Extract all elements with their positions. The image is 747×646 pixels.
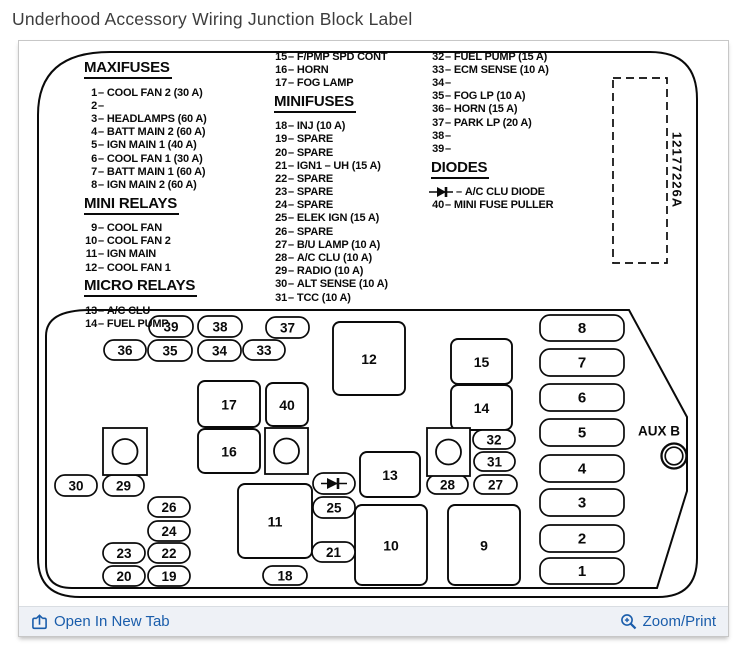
fuse-slot-7 [540,349,624,376]
legend-item-30: 30 – ALT SENSE (10 A) [275,278,388,291]
svg-text:19: 19 [161,569,177,584]
legend-column-1 [82,56,272,331]
legend-item-23: 23 – SPARE [275,186,334,199]
legend-item-29: 29 – RADIO (10 A) [275,265,364,278]
svg-text:1: 1 [577,563,587,580]
fuse-slot-35 [148,340,192,361]
legend-item-12: 12 – COOL FAN 1 [85,261,171,274]
fuse-slot-13 [360,452,420,497]
fuse-slot-32 [473,430,515,449]
fuse-slot-12 [333,322,405,395]
legend-item-diode: – A/C CLU DIODE [429,186,614,199]
legend-item-20: 20 – SPARE [275,146,334,159]
zoom-plus-icon [620,613,637,630]
svg-text:39: 39 [163,319,179,335]
fuse-slot-21 [312,542,355,562]
legend-item-8: 8 – IGN MAIN 2 (60 A) [91,178,197,191]
legend-item-24: 24 – SPARE [275,199,334,212]
zoom-print-link[interactable] [620,613,716,630]
legend-item-10: 10 – COOL FAN 2 [85,235,171,248]
svg-text:12: 12 [361,351,377,367]
diagram-image [19,41,728,606]
legend-item-36: 36 – HORN (15 A) [432,103,518,116]
diagram-panel [18,40,729,637]
legend-item-37: 37 – PARK LP (20 A) [432,116,532,129]
svg-text:8: 8 [577,320,587,337]
svg-text:9: 9 [480,537,488,554]
legend-section-header: MINIFUSES [274,93,432,113]
fuse-slot-37 [266,317,309,338]
legend-item-19: 19 – SPARE [275,133,334,146]
svg-text:11: 11 [267,513,283,530]
fuse-slot-29 [103,475,144,496]
fuse-slot-33 [243,340,285,360]
fuse-slot-2 [540,525,624,552]
legend-item-1: 1 – COOL FAN 2 (30 A) [91,86,203,99]
fuse-slot-10 [355,505,427,585]
open-in-new-tab-icon [31,613,48,630]
open-in-new-tab-label: Open In New Tab [54,613,170,630]
svg-text:15: 15 [473,354,490,370]
legend-column-3 [429,50,614,212]
svg-text:38: 38 [212,319,228,335]
dashed-placeholder-box [613,78,667,263]
legend-item-16: 16 – HORN [275,63,329,76]
svg-text:35: 35 [162,343,178,359]
aux-b-terminal [638,424,687,469]
svg-text:27: 27 [487,477,504,493]
fuse-slot-14 [451,385,512,430]
fuse-slot-26 [148,497,190,517]
svg-text:10: 10 [383,537,399,554]
legend-item-27: 27 – B/U LAMP (10 A) [275,238,381,251]
legend-item-17: 17 – FOG LAMP [275,76,354,89]
fuse-slot-28 [427,475,468,494]
legend-column-2 [272,50,432,304]
svg-text:AUX B: AUX B [637,423,681,439]
fuse-slot-22 [148,543,190,563]
svg-text:25: 25 [326,500,342,516]
legend-item-5: 5 – IGN MAIN 1 (40 A) [91,139,197,152]
svg-text:4: 4 [577,460,587,478]
svg-text:26: 26 [161,500,177,515]
svg-text:6: 6 [577,389,587,407]
fuse-slot-11 [238,484,312,558]
legend-item-4: 4 – BATT MAIN 2 (60 A) [91,126,206,139]
legend-item-2: 2 – [91,99,104,112]
svg-text:14: 14 [473,400,490,416]
svg-text:13: 13 [382,467,398,483]
legend-item-38: 38 – [432,129,451,142]
legend-item-32: 32 – FUEL PUMP (15 A) [432,50,548,63]
part-number: 12177226A [669,131,685,209]
fuse-slot-8 [540,315,624,341]
legend-section-header: MICRO RELAYS [84,277,272,297]
fuse-slot-1 [540,558,624,584]
legend-item-35: 35 – FOG LP (10 A) [432,90,526,103]
fuse-slot-23 [103,543,145,563]
svg-text:30: 30 [68,478,84,494]
fuse-slot-27 [474,475,517,494]
fuse-slot-6 [540,384,624,411]
legend-item-25: 25 – ELEK IGN (15 A) [275,212,380,225]
fuse-slot-36 [104,340,146,360]
legend-item-39: 39 – [432,142,451,155]
svg-text:16: 16 [221,443,237,460]
fuse-slot-25 [313,497,355,518]
fuse-slot-31 [474,452,515,471]
legend-item-6: 6 – COOL FAN 1 (30 A) [91,152,203,165]
fuse-slot-16 [198,429,260,473]
svg-text:36: 36 [117,343,133,358]
fuse-slot-40 [266,383,308,426]
diode-slot [313,473,355,494]
fuse-slot-19 [148,566,190,586]
legend-item-34: 34 – [432,76,451,89]
fuse-slot-34 [198,340,241,361]
svg-text:37: 37 [279,320,296,336]
legend-item-18: 18 – INJ (10 A) [275,120,346,133]
legend-section-header: DIODES [431,159,614,179]
legend-item-22: 22 – SPARE [275,172,334,185]
relay-socket-1 [103,428,147,475]
legend-item-14: 14 – FUEL PUMP [85,318,169,331]
svg-text:7: 7 [577,354,587,372]
svg-text:28: 28 [439,477,456,493]
svg-text:22: 22 [161,546,177,561]
zoom-print-label: Zoom/Print [642,613,716,630]
svg-text:2: 2 [577,530,587,548]
legend-item-7: 7 – BATT MAIN 1 (60 A) [91,165,206,178]
legend-item-28: 28 – A/C CLU (10 A) [275,252,372,265]
svg-text:34: 34 [211,343,228,359]
image-toolbar [19,606,728,636]
legend-item-26: 26 – SPARE [275,225,334,238]
legend-item-33: 33 – ECM SENSE (10 A) [432,63,549,76]
svg-text:5: 5 [577,424,587,442]
svg-text:23: 23 [116,546,132,561]
svg-text:21: 21 [325,545,342,560]
page-title: Underhood Accessory Wiring Junction Block Label [12,9,413,29]
svg-text:40: 40 [279,397,295,413]
legend-section-header: MINI RELAYS [84,195,272,215]
svg-text:18: 18 [277,568,293,584]
fuse-slot-5 [540,419,624,446]
fuse-slot-15 [451,339,512,384]
legend-section-header: MAXIFUSES [84,59,272,79]
diode-symbol-icon [429,186,455,198]
svg-text:31: 31 [486,454,503,470]
svg-text:32: 32 [486,432,502,448]
svg-text:3: 3 [577,494,587,512]
fuse-slot-17 [198,381,260,427]
open-in-new-tab-link[interactable] [31,613,170,630]
legend-item-31: 31 – TCC (10 A) [275,291,351,304]
legend-item-11: 11 – IGN MAIN [85,248,157,261]
svg-text:24: 24 [161,524,177,539]
svg-text:20: 20 [116,569,132,584]
svg-text:29: 29 [115,478,132,494]
legend-item-13: 13 – A/C CLU [85,304,151,317]
fuse-slot-30 [55,475,97,496]
relay-socket-3 [427,428,470,476]
fuse-slot-24 [148,521,190,541]
relay-socket-2 [265,428,308,474]
svg-text:33: 33 [256,343,272,358]
fuse-slot-4 [540,455,624,482]
legend-item-3: 3 – HEADLAMPS (60 A) [91,112,207,125]
fuse-slot-18 [263,566,307,585]
legend-item-15: 15 – F/PMP SPD CONT [275,50,388,63]
legend-item-21: 21 – IGN1 – UH (15 A) [275,159,381,172]
svg-text:17: 17 [221,396,237,413]
legend-item-40: 40 – MINI FUSE PULLER [432,199,554,212]
fuse-slot-3 [540,489,624,516]
fuse-slot-9 [448,505,520,585]
legend-item-9: 9 – COOL FAN [91,222,162,235]
fuse-slot-20 [103,566,145,586]
